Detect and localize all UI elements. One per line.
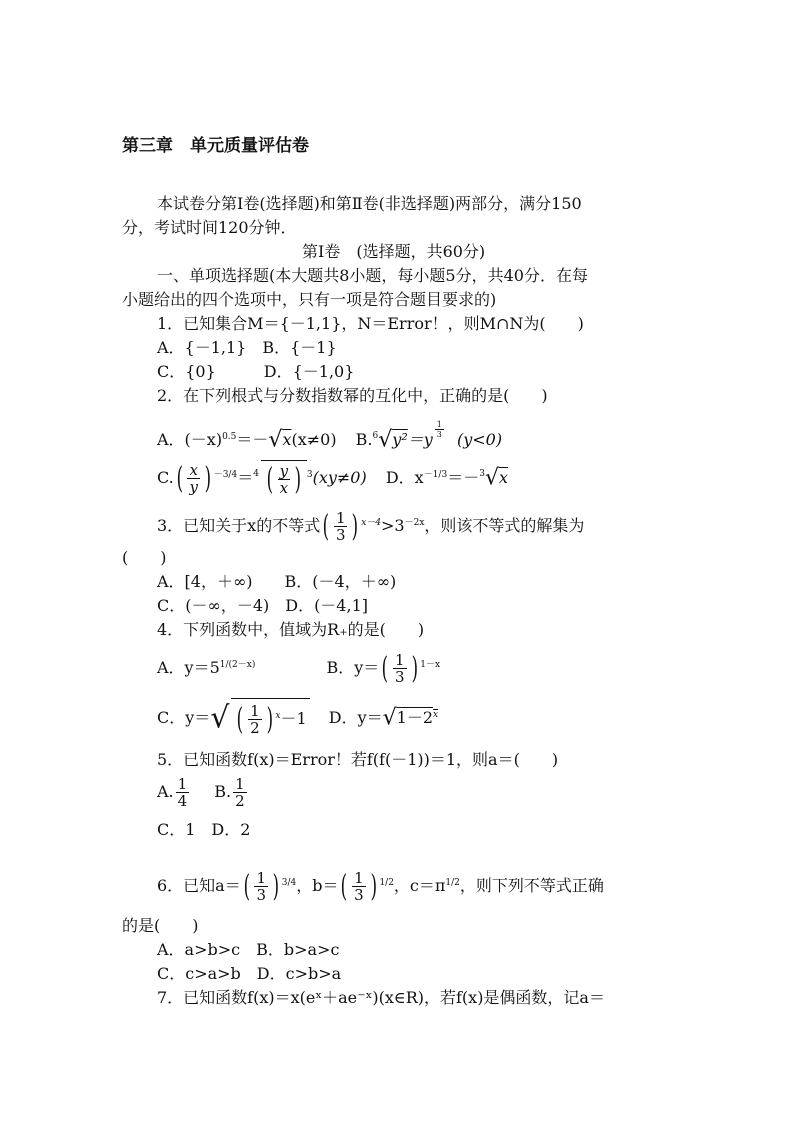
q1-options-ab: A．{－1,1} B．{－1} [157, 338, 337, 357]
q6-stem-b: ，则下列不等式正确 [459, 876, 604, 895]
q5-options-cd: C．1 D．2 [157, 820, 251, 839]
q4-b-exp: 1－x [420, 660, 441, 670]
q3-frac: $\frac{1}{3}$ [335, 509, 346, 544]
q1-options-cd: C．{0} D．{－1,0} [157, 362, 355, 381]
q7-stem: 7．已知函数f(x)＝x(eˣ＋ae⁻ˣ)(x∈R)，若f(x)是偶函数，记a＝ [157, 988, 605, 1007]
sqrt-icon: √ [382, 705, 397, 731]
q5-options-ab [157, 772, 249, 812]
q2-a-rad: x [282, 430, 292, 449]
right-paren-icon: ) [411, 650, 418, 686]
q2-c-exp: －3/4 [213, 470, 238, 480]
q3-exp1: x－4 [361, 518, 382, 528]
q4-d-text: D．y＝ [328, 708, 383, 727]
right-paren-icon: ) [272, 868, 280, 904]
q5-b-label: B. [214, 782, 232, 801]
q2-stem: 2．在下列根式与分数指数幂的互化中，正确的是( ) [157, 386, 548, 405]
q4-b-frac: $\frac{1}{3}$ [395, 651, 405, 686]
q3-paren: ( ) [122, 548, 167, 567]
q6-options-cd: C．c>a>b D．c>b>a [157, 964, 342, 983]
q2-b-exp: $\frac{1}{3}$ [436, 420, 442, 439]
q2-d-exp: －1/3 [423, 470, 448, 480]
q2-a-prefix: A．(－x) [157, 430, 223, 449]
right-paren-icon: ) [370, 868, 377, 904]
q2-c-radical [261, 460, 307, 497]
q4-a-text: A．y＝5 [157, 658, 220, 677]
left-paren-icon: ( [322, 508, 330, 544]
q6-c-exp: 1/2 [445, 878, 460, 888]
q2-c-cond: (xy≠0) [312, 468, 367, 487]
q3-stem [157, 508, 584, 544]
q5-a-frac: $\frac{1}{4}$ [177, 775, 188, 810]
sqrt-icon: √ [210, 700, 230, 736]
q6-stem-c: 的是( ) [122, 916, 199, 935]
q5-b-frac: $\frac{1}{2}$ [235, 775, 245, 810]
q4-c-text: C．y＝ [157, 708, 211, 727]
q3-exp2: －2x [404, 518, 425, 528]
q6-options-ab: A．a>b>c B．b>a>c [157, 940, 340, 959]
q6-stem [157, 868, 604, 904]
q4-c-radical [231, 698, 309, 739]
q4-d-rad: $1-2^x$ [396, 708, 439, 727]
left-paren-icon: ( [341, 868, 348, 904]
q4-a-exp: 1/(2－x) [219, 660, 256, 670]
q2-option-c-d [157, 456, 508, 497]
q2-d-index: 3 [479, 469, 485, 479]
q3-options-cd: C．(－∞，－4) D．(－4,1] [157, 596, 368, 615]
section1-line-2: 小题给出的四个选项中，只有一项是符合题目要求的) [122, 290, 497, 309]
q6-b-exp: 1/2 [379, 878, 394, 888]
q2-a-mid: ＝－ [236, 430, 269, 449]
q4-c-exp: x [275, 711, 281, 721]
q5-a-label: A. [157, 782, 174, 801]
intro-line-2: 分，考试时间120分钟． [122, 218, 297, 237]
q2-d-mid: ＝－ [447, 468, 480, 487]
left-paren-icon: ( [237, 701, 244, 737]
q2-d-rad: x [498, 468, 508, 487]
left-paren-icon: ( [381, 650, 389, 686]
q2-b-mid: ＝y [407, 430, 433, 449]
q6-a-frac: $\frac{1}{3}$ [256, 869, 266, 904]
q2-b-index: 6 [372, 431, 379, 441]
q4-stem: 4．下列函数中，值域为R₊的是( ) [157, 620, 425, 639]
q4-options-cd [157, 698, 438, 739]
q3-stem-b: ，则该不等式的解集为 [424, 516, 585, 535]
q6-a-exp: 3/4 [281, 878, 297, 888]
right-paren-icon: ) [352, 508, 359, 544]
right-paren-icon: ) [204, 460, 212, 496]
q4-b-text: B．y＝ [326, 658, 380, 677]
q4-options-ab [157, 650, 440, 686]
sqrt-icon: √ [268, 427, 283, 453]
section1-line-1: 一、单项选择题(本大题共8小题，每小题5分，共40分．在每 [157, 266, 588, 285]
chapter-heading: 第三章 单元质量评估卷 [122, 136, 309, 156]
q2-c-exp2: 3 [306, 470, 313, 480]
left-paren-icon: ( [266, 461, 274, 497]
right-paren-icon: ) [266, 701, 273, 737]
q2-b-prefix: B. [355, 430, 373, 449]
q6-stem-a: 6．已知a＝ [157, 876, 241, 895]
q1-stem: 1．已知集合M＝{－1,1}，N＝Error！，则M∩N为( ) [157, 314, 584, 333]
q6-b-eq: ，b＝ [296, 876, 339, 895]
left-paren-icon: ( [243, 868, 250, 904]
q3-options-ab: A．[4，＋∞) B．(－4，＋∞) [157, 572, 397, 591]
intro-line-1: 本试卷分第Ⅰ卷(选择题)和第Ⅱ卷(非选择题)两部分，满分150 [157, 194, 582, 213]
q2-options-ab [157, 420, 502, 451]
q5-stem: 5．已知函数f(x)＝Error！若f(f(－1))＝1，则a＝( ) [157, 750, 559, 769]
left-paren-icon: ( [176, 460, 183, 496]
q4-c-frac: $\frac{1}{2}$ [250, 702, 260, 737]
q2-c-frac: $\frac{x}{y}$ [189, 461, 198, 496]
q2-c-index: 4 [253, 469, 259, 479]
q2-a-exp: 0.5 [222, 432, 237, 442]
q3-mid: >3 [381, 516, 405, 535]
sqrt-icon: √ [484, 465, 499, 491]
sqrt-icon: √ [378, 427, 393, 453]
part1-title: 第Ⅰ卷 (选择题，共60分) [302, 242, 486, 261]
q2-a-cond: (x≠0) [291, 430, 337, 449]
q2-c-frac2: $\frac{y}{x}$ [279, 462, 289, 497]
q4-c-tail: －1 [280, 709, 307, 728]
q2-c-prefix: C. [157, 468, 174, 487]
q2-d-prefix: D．x [385, 468, 424, 487]
q2-c-mid: ＝ [237, 468, 254, 487]
q6-c-eq: ，c＝π [393, 876, 446, 895]
q2-b-rad: y² [392, 430, 408, 449]
q3-stem-a: 3．已知关于x的不等式 [157, 516, 321, 535]
right-paren-icon: ) [294, 461, 302, 497]
q6-b-frac: $\frac{1}{3}$ [354, 869, 364, 904]
q2-b-cond: (y<0) [456, 430, 503, 449]
